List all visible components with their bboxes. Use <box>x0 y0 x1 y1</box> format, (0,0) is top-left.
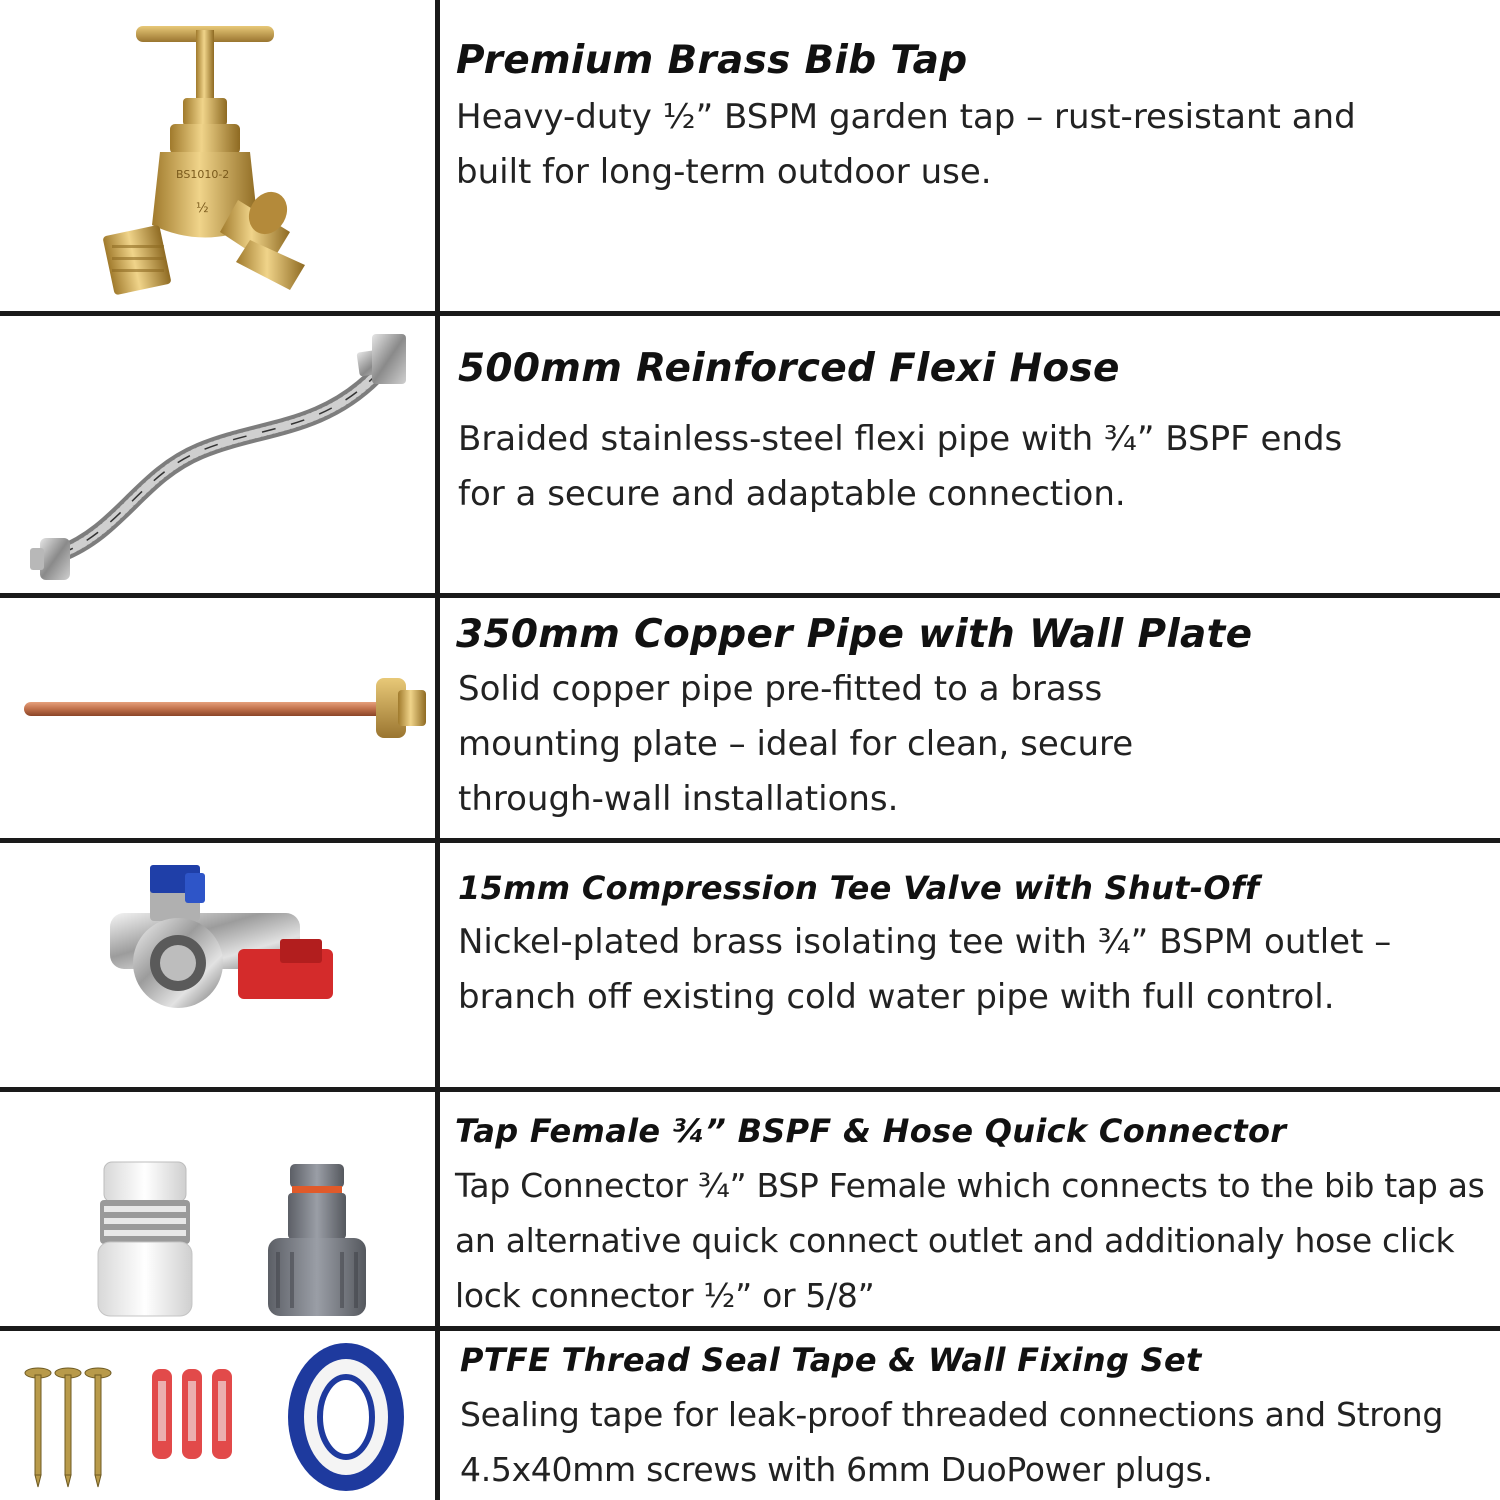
tap-body-marking: BS1010-2 <box>176 168 230 181</box>
product-title: Premium Brass Bib Tap <box>456 38 968 83</box>
product-description: Heavy-duty ½” BSPM garden tap – rust-resistant and built for long-term outdoor use. <box>456 97 1356 192</box>
flexi-hose-image <box>0 316 435 593</box>
product-row-bib-tap <box>0 0 1500 311</box>
product-row-connectors <box>0 1092 1500 1326</box>
product-title: 350mm Copper Pipe with Wall Plate <box>456 612 1253 657</box>
product-description: Sealing tape for leak-proof threaded connections and Strong 4.5x40mm screws with 6mm DuoPower plugs. <box>460 1395 1443 1489</box>
product-row-copper-pipe <box>0 598 1500 838</box>
product-row-fixing-set <box>0 1331 1500 1500</box>
product-title: 15mm Compression Tee Valve with Shut-Off <box>458 869 1260 907</box>
product-row-flexi-hose <box>0 316 1500 593</box>
product-description: Braided stainless-steel flexi pipe with ¾” BSPF ends for a secure and adaptable connection. <box>458 419 1343 514</box>
tee-valve-image <box>0 843 435 1087</box>
connectors-image <box>0 1092 435 1326</box>
product-row-tee-valve <box>0 843 1500 1087</box>
copper-pipe-image <box>0 598 435 838</box>
product-description: Nickel-plated brass isolating tee with ¾” BSPM outlet – branch off existing cold water pipe with full control. <box>458 922 1392 1017</box>
product-description: Solid copper pipe pre-fitted to a brass mounting plate – ideal for clean, secure through-wall installations. <box>458 669 1134 819</box>
product-title: 500mm Reinforced Flexi Hose <box>458 346 1120 391</box>
product-title: Tap Female ¾” BSPF & Hose Quick Connector <box>455 1112 1287 1150</box>
product-description: Tap Connector ¾” BSP Female which connects to the bib tap as an alternative quick connect outlet and additionaly hose click lock connector ½” or 5/8” <box>455 1166 1485 1315</box>
product-title: PTFE Thread Seal Tape & Wall Fixing Set <box>460 1341 1202 1379</box>
brass-bib-tap-image <box>0 0 435 311</box>
tap-size-marking: ½ <box>196 201 209 216</box>
fixing-set-image <box>0 1331 435 1500</box>
